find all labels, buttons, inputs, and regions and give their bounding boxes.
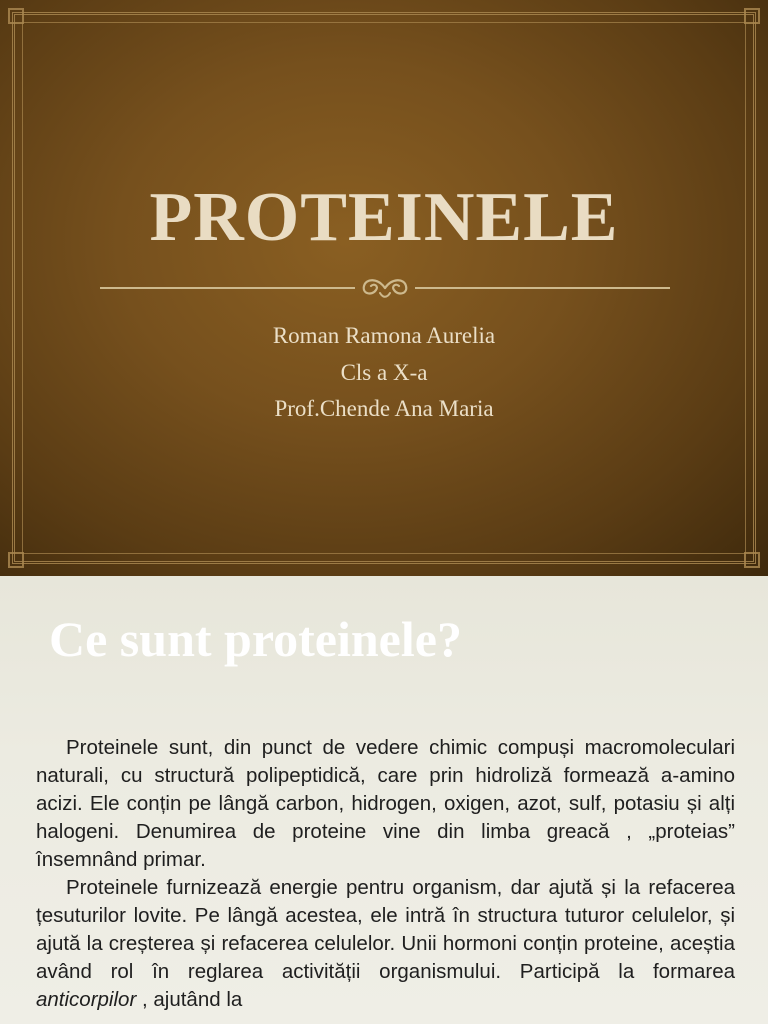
frame-corner-top-left	[8, 8, 24, 24]
frame-corner-bottom-right	[744, 552, 760, 568]
teacher-name: Prof.Chende Ana Maria	[274, 396, 494, 421]
title-divider	[100, 276, 670, 300]
paragraph-1: Proteinele sunt, din punct de vedere chimic compuși macromoleculari naturali, cu structură polipeptidică, care prin hidroliză formează a-amino acizi. Ele conțin pe lângă carbon, hidrogen, oxigen, azot, sulf, potasiu și alți halogeni. Denumirea de proteine vine din limba greacă , „proteias” însemnând primar.	[36, 736, 735, 871]
author-name: Roman Ramona Aurelia	[272, 323, 496, 348]
body-text	[36, 734, 735, 1014]
divider-line-right	[415, 287, 670, 289]
slide-title: PROTEINELE	[149, 179, 619, 256]
divider-line-left	[100, 287, 355, 289]
paragraph-2-italic-term: anticorpilor	[36, 988, 137, 1011]
slide-heading: Ce sunt proteinele?	[49, 611, 462, 667]
frame-corner-bottom-left	[8, 552, 24, 568]
paragraph-2-text-end: , ajutând la	[136, 988, 243, 1011]
class-line: Cls a X-a	[340, 360, 428, 385]
flourish-ornament-icon	[358, 276, 412, 300]
content-slide	[0, 576, 768, 1024]
frame-corner-top-right	[744, 8, 760, 24]
paragraph-2	[36, 874, 735, 1014]
paragraph-2-text: Proteinele furnizează energie pentru organism, dar ajută și la refacerea țesuturilor lovite. Pe lângă acestea, ele intră în structura tuturor celulelor, și ajută la creșterea și refacerea celulelor. Unii hormoni conțin proteine, aceștia având rol în reglarea activității organismului. Participă la formarea	[36, 876, 735, 983]
